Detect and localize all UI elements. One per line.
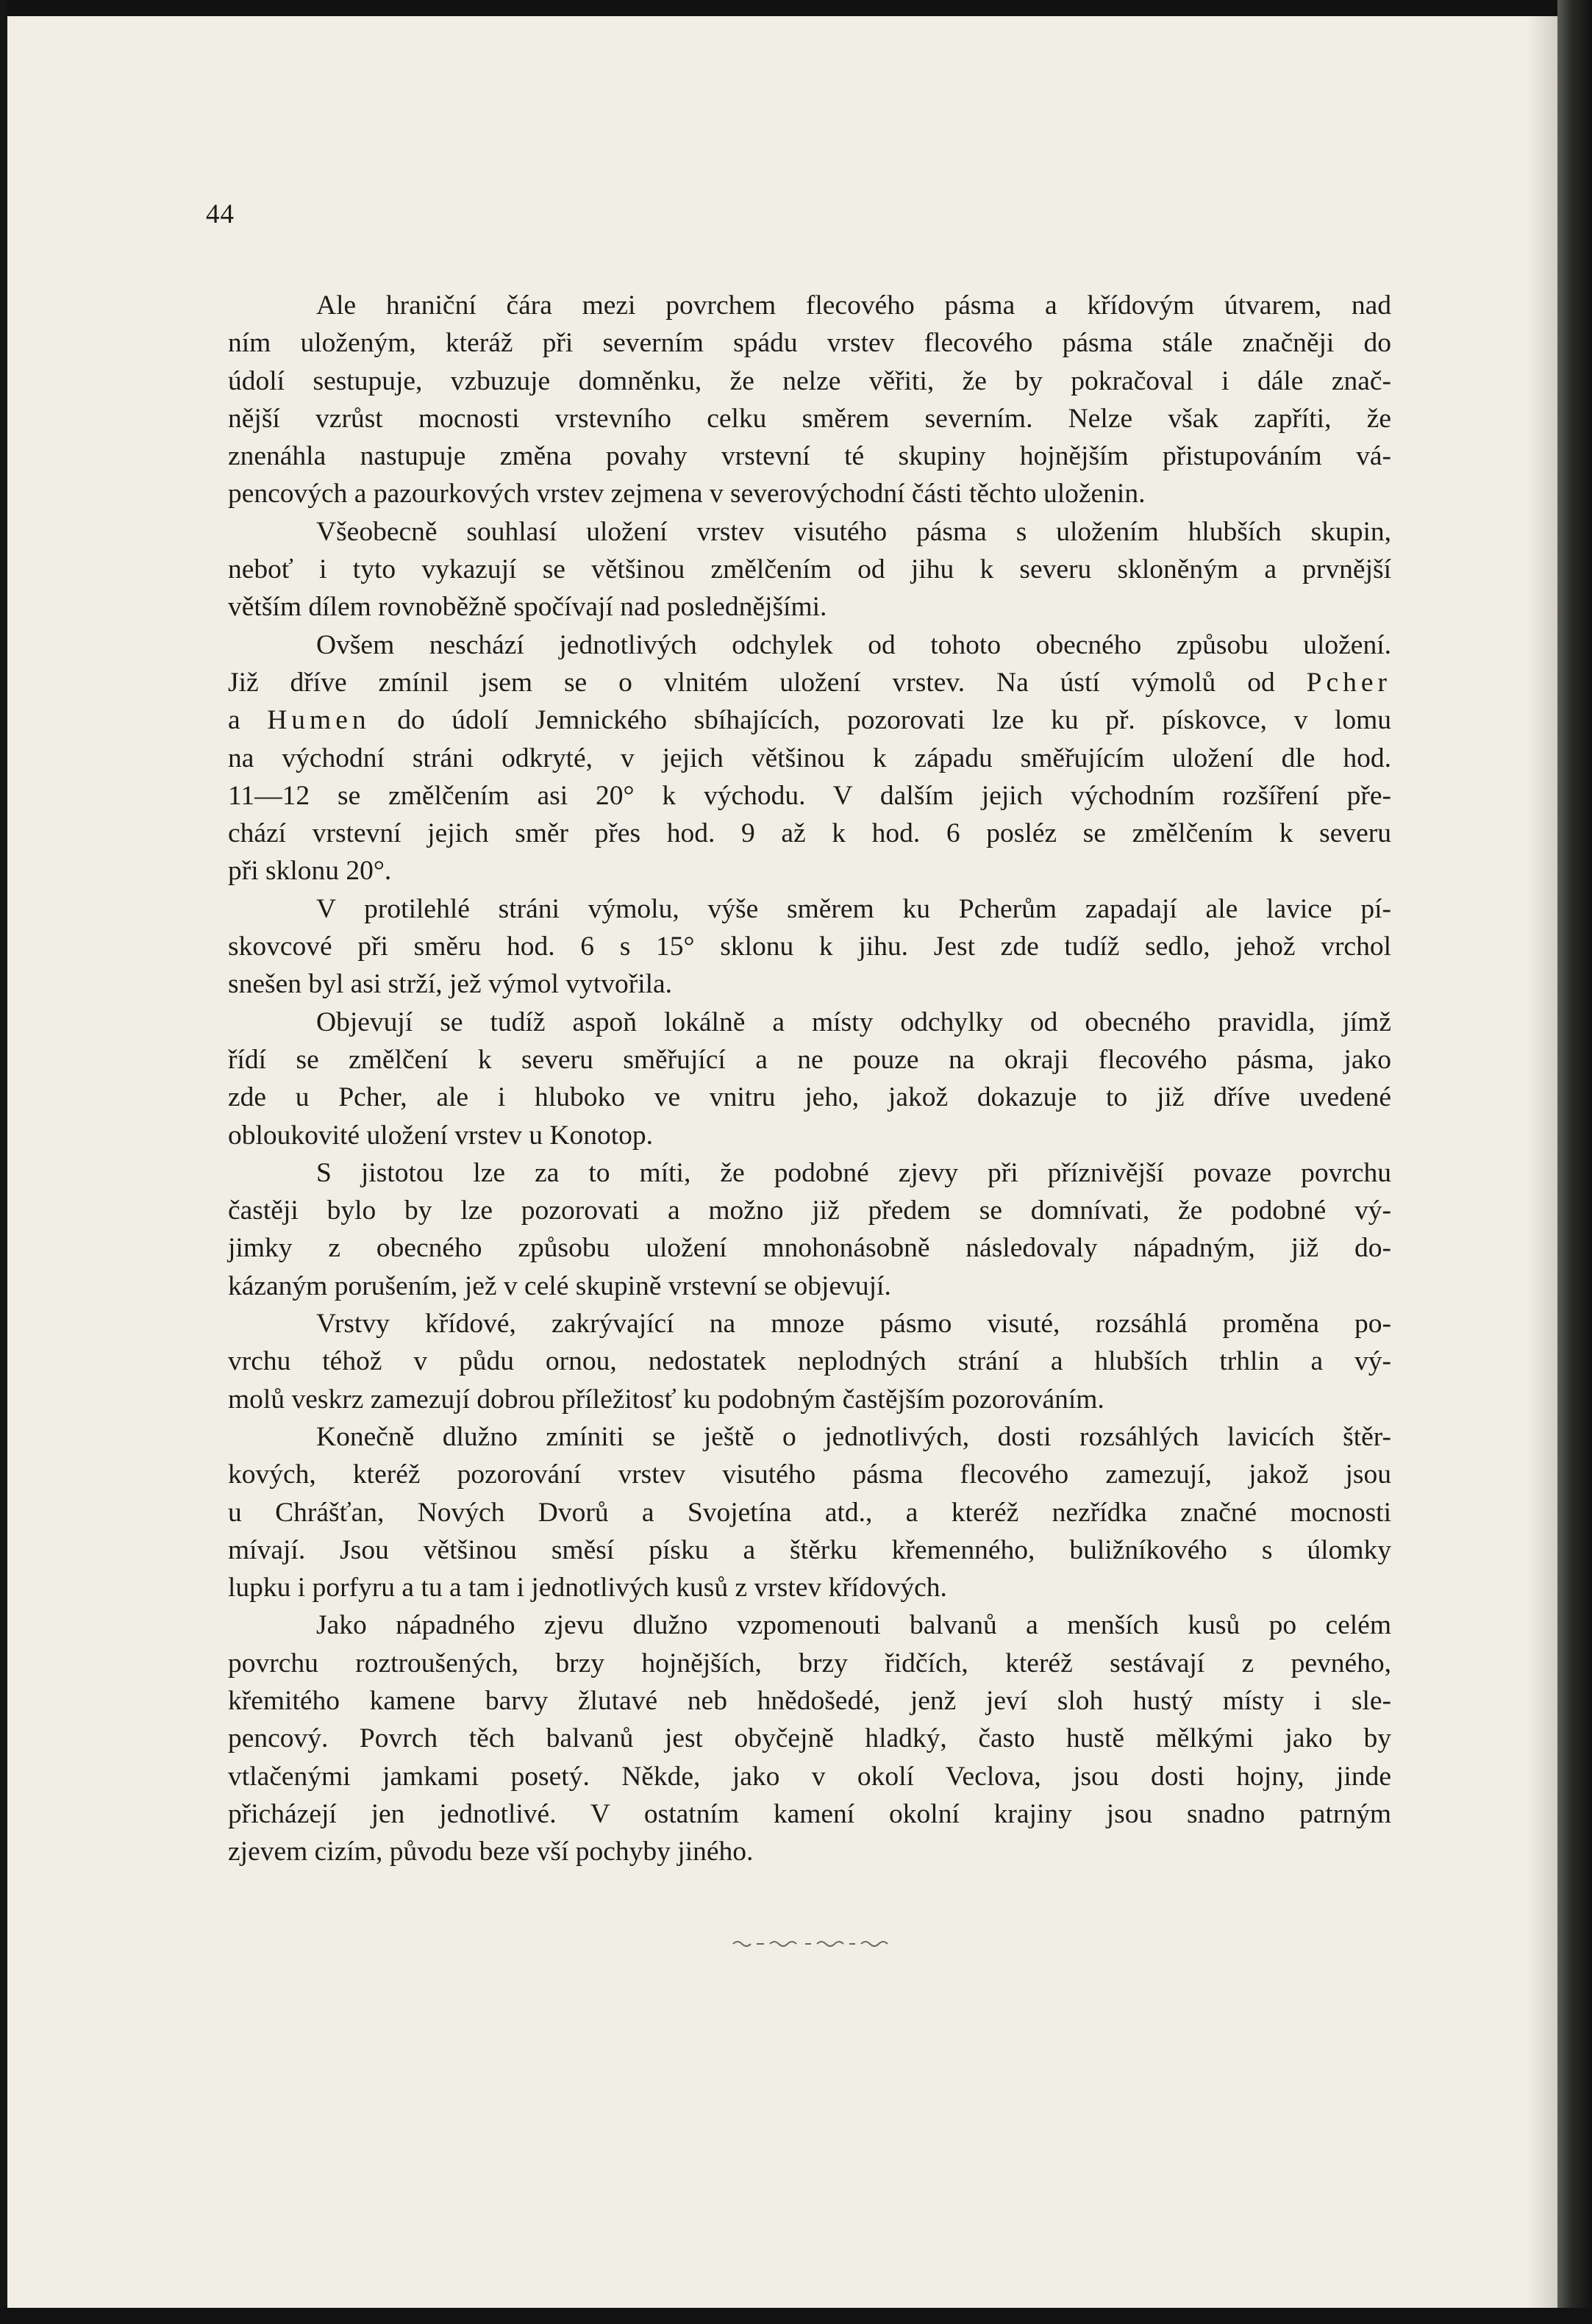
- paragraph-3: [228, 626, 1391, 890]
- place-name-humen: Humen: [267, 705, 371, 736]
- text-line: na východní stráni odkryté, v jejich většinou k západu směřujícím uložení dle hod.: [228, 743, 1391, 773]
- scan-bottom-border: [0, 2308, 1592, 2324]
- paragraph-9: [228, 1606, 1391, 1870]
- scan-top-border: [0, 0, 1592, 16]
- text-line-part: Již dříve zmínil jsem se o vlnitém uložení vrstev. Na ústí výmolů od: [228, 667, 1275, 698]
- text-line: lupku i porfyru a tu a tam i jednotlivých kusů z vrstev křídových.: [228, 1573, 947, 1603]
- text-line: kázaným porušením, jež v celé skupině vrstevní se objevují.: [228, 1270, 891, 1301]
- paragraph-8: [228, 1418, 1391, 1606]
- text-line: mívají. Jsou většinou směsí písku a štěrku křemenného, buližníkového s úlomky: [228, 1534, 1391, 1565]
- text-line: kových, kteréž pozorování vrstev visutého pásma flecového zamezují, jakož jsou: [228, 1459, 1391, 1490]
- body-text: [228, 287, 1391, 1870]
- text-line: Objevují se tudíž aspoň lokálně a místy odchylky od obecného pravidla, jímž: [316, 1007, 1391, 1037]
- text-line: větším dílem rovnoběžně spočívají nad poslednějšími.: [228, 592, 827, 623]
- text-line: jimky z obecného způsobu uložení mnohonásobně následovaly nápadným, již do-: [228, 1233, 1391, 1264]
- text-line: nější vzrůst mocnosti vrstevního celku směrem severním. Nelze však zapříti, že: [228, 403, 1391, 434]
- text-line: chází vrstevní jejich směr přes hod. 9 až k hod. 6 posléz se změlčením k severu: [228, 818, 1391, 849]
- text-line: 11—12 se změlčením asi 20° k východu. V dalším jejich východním rozšíření pře-: [228, 780, 1391, 811]
- text-line: Ale hraniční čára mezi povrchem flecového pásma a křídovým útvarem, nad: [316, 290, 1391, 321]
- text-line: pencových a pazourkových vrstev zejmena v severovýchodní části těchto uloženin.: [228, 479, 1146, 510]
- text-line-part: do údolí Jemnického sbíhajících, pozorovati lze ku př. pískovce, v lomu: [397, 705, 1391, 736]
- text-line: zjevem cizím, původu beze vší pochyby jiného.: [228, 1837, 754, 1867]
- paragraph-4: [228, 890, 1391, 1004]
- text-line: [228, 701, 1391, 739]
- text-line: Konečně dlužno zmíniti se ještě o jednotlivých, dosti rozsáhlých lavicích štěr-: [316, 1421, 1391, 1452]
- text-line: Všeobecně souhlasí uložení vrstev visutého pásma s uložením hlubších skupin,: [316, 516, 1391, 547]
- book-spine-edge: [1557, 0, 1592, 2324]
- paragraph-2: [228, 513, 1391, 626]
- text-line: skovcové při směru hod. 6 s 15° sklonu k jihu. Jest zde tudíž sedlo, jehož vrchol: [228, 932, 1391, 962]
- place-name-pcher: Pcher: [1306, 667, 1391, 698]
- text-line: vtlačenými jamkami posetý. Někde, jako v okolí Veclova, jsou dosti hojny, jinde: [228, 1761, 1391, 1792]
- end-flourish-ornament: [732, 1937, 893, 1951]
- paragraph-5: [228, 1004, 1391, 1154]
- text-line: u Chrášťan, Nových Dvorů a Svojetína atd., a kteréž nezřídka značné mocnosti: [228, 1497, 1391, 1528]
- text-line: ním uloženým, kteráž při severním spádu vrstev flecového pásma stále značněji do: [228, 328, 1391, 359]
- paragraph-7: [228, 1305, 1391, 1418]
- text-line: S jistotou lze za to míti, že podobné zjevy při příznivější povaze povrchu: [316, 1157, 1391, 1188]
- text-line: Vrstvy křídové, zakrývající na mnoze pásmo visuté, rozsáhlá proměna po-: [316, 1309, 1391, 1340]
- text-line: povrchu roztroušených, brzy hojnějších, brzy řidčích, kteréž sestávají z pevného,: [228, 1648, 1391, 1678]
- text-line: pencový. Povrch těch balvanů jest obyčejně hladký, často hustě mělkými jako by: [228, 1723, 1391, 1754]
- paragraph-1: [228, 287, 1391, 513]
- text-line: Jako nápadného zjevu dlužno vzpomenouti balvanů a menších kusů po celém: [316, 1610, 1391, 1641]
- text-line: údolí sestupuje, vzbuzuje domněnku, že nelze věřiti, že by pokračoval i dále znač-: [228, 365, 1391, 396]
- text-line: řídí se změlčení k severu směřující a ne pouze na okraji flecového pásma, jako: [228, 1044, 1391, 1075]
- page-number: 44: [206, 199, 235, 229]
- scan-left-border: [0, 0, 7, 2324]
- paragraph-6: [228, 1154, 1391, 1305]
- text-line-part: a: [228, 705, 240, 736]
- text-line: vrchu téhož v půdu ornou, nedostatek neplodných strání a hlubších trhlin a vý-: [228, 1346, 1391, 1377]
- text-line: zde u Pcher, ale i hluboko ve vnitru jeho, jakož dokazuje to již dříve uvedené: [228, 1082, 1391, 1113]
- text-line: neboť i tyto vykazují se většinou změlčením od jihu k severu skloněným a prvnější: [228, 554, 1391, 585]
- text-line: křemitého kamene barvy žlutavé neb hnědošedé, jenž jeví sloh hustý místy i sle-: [228, 1685, 1391, 1716]
- text-line: molů veskrz zamezují dobrou příležitosť ku podobným častějším pozorováním.: [228, 1384, 1104, 1415]
- flourish-icon: [733, 1942, 888, 1946]
- text-line: V protilehlé stráni výmolu, výše směrem ku Pcherům zapadají ale lavice pí-: [316, 893, 1391, 924]
- text-line: při sklonu 20°.: [228, 856, 392, 887]
- text-line: Ovšem neschází jednotlivých odchylek od tohoto obecného způsobu uložení.: [316, 629, 1391, 660]
- text-line: obloukovité uložení vrstev u Konotop.: [228, 1120, 654, 1151]
- text-line: [228, 664, 1391, 701]
- text-line: častěji bylo by lze pozorovati a možno již předem se domnívati, že podobné vý-: [228, 1195, 1391, 1226]
- text-line: snešen byl asi strží, jež výmol vytvořila.: [228, 969, 673, 1000]
- text-line: přicházejí jen jednotlivé. V ostatním kamení okolní krajiny jsou snadno patrným: [228, 1798, 1391, 1829]
- text-line: znenáhla nastupuje změna povahy vrstevní té skupiny hojnějším přistupováním vá-: [228, 441, 1391, 472]
